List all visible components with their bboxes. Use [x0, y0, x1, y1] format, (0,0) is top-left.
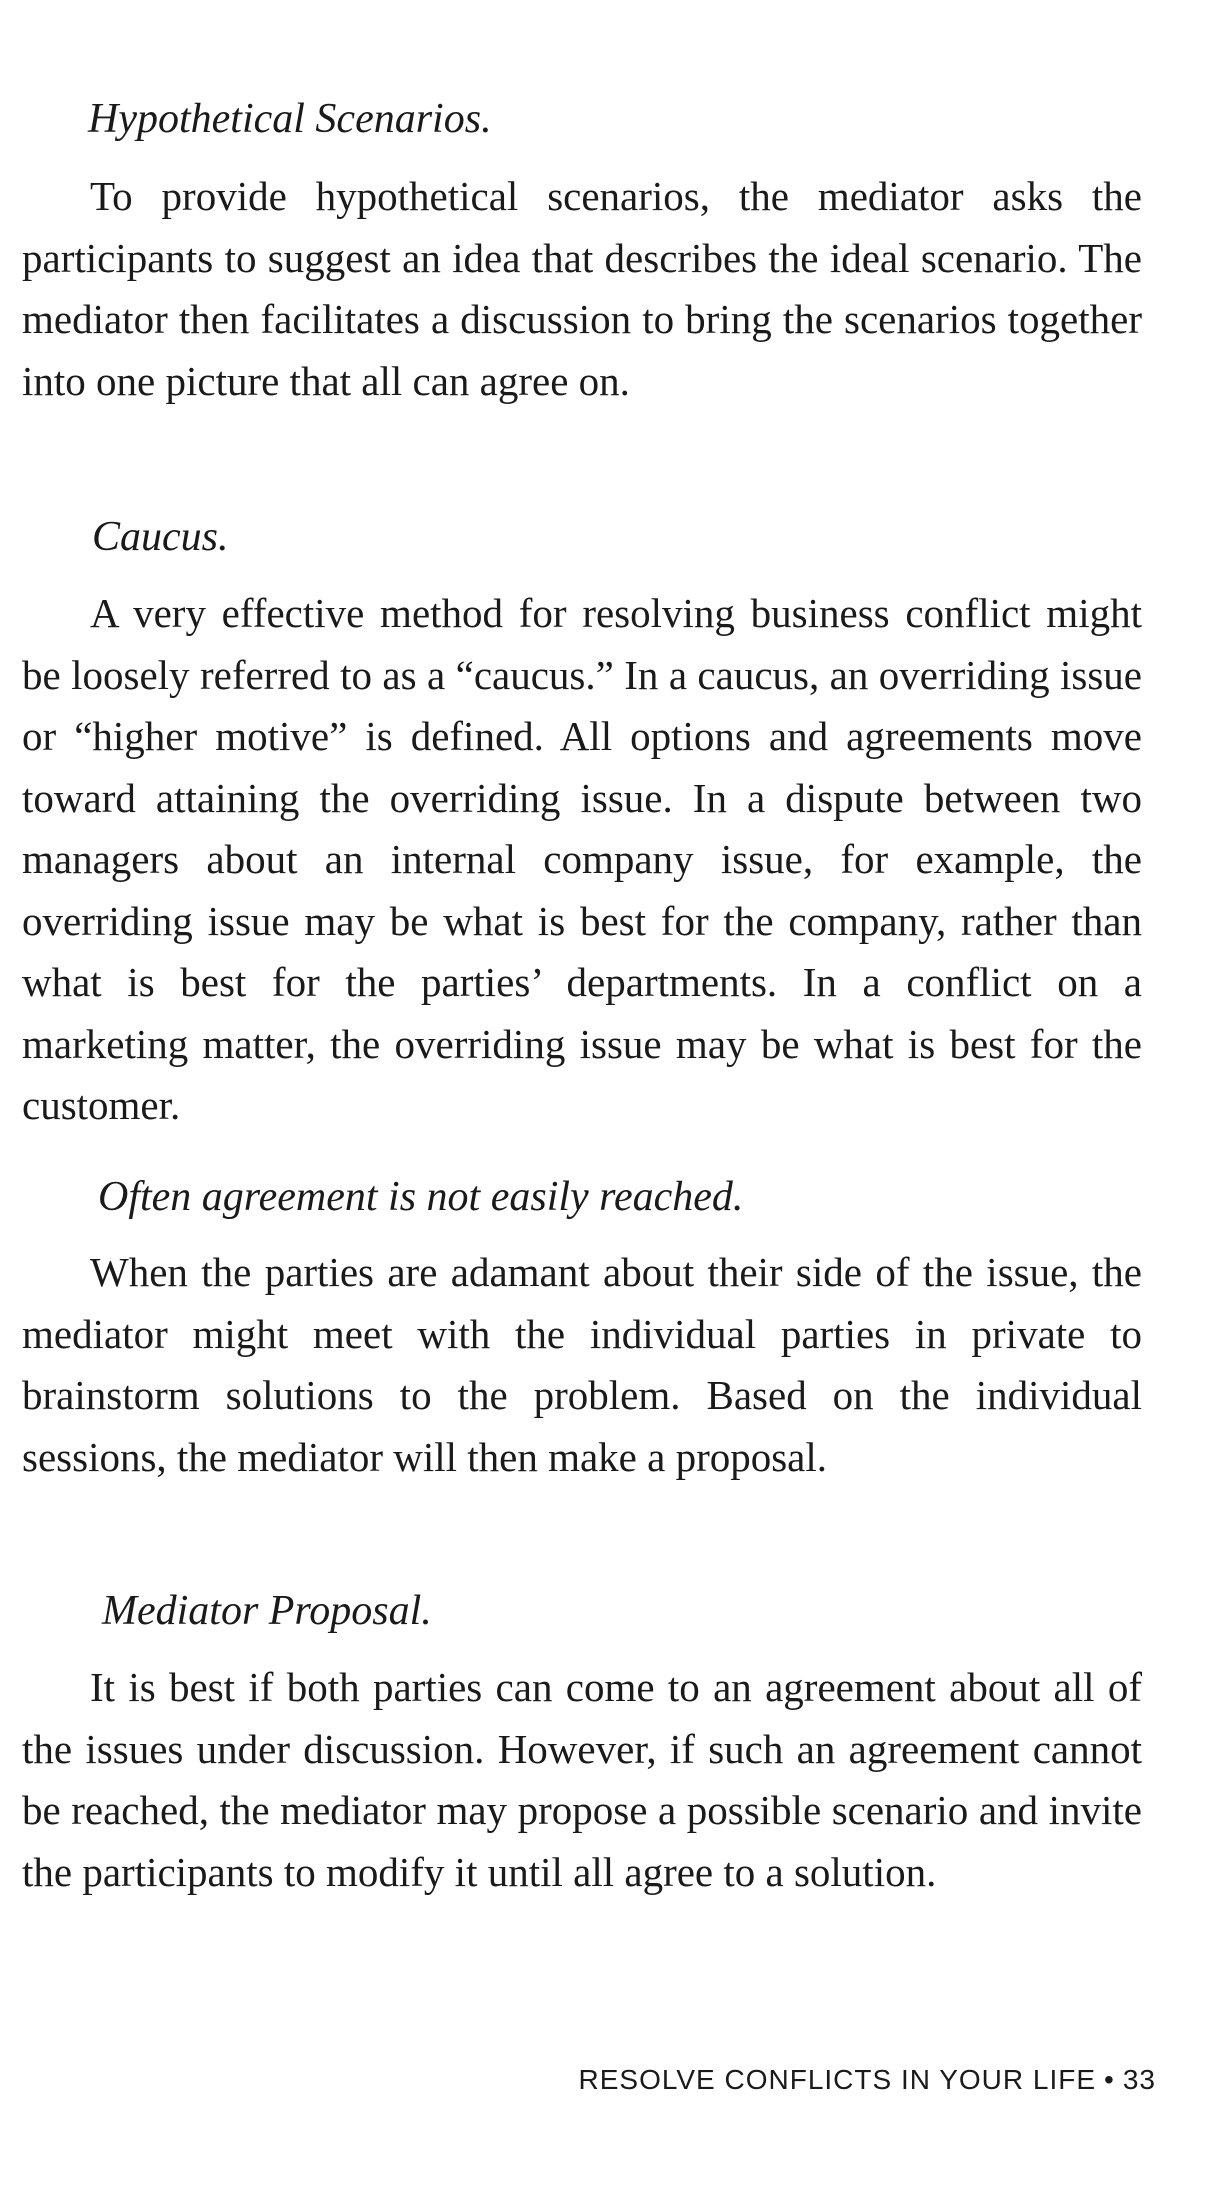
section-heading-hypothetical-scenarios: Hypothetical Scenarios.	[88, 96, 492, 142]
page-number: 33	[1122, 2064, 1156, 2095]
section-heading-often-agreement: Often agreement is not easily reached.	[98, 1174, 744, 1220]
section-heading-caucus: Caucus.	[92, 514, 229, 560]
paragraph-often-agreement: When the parties are adamant about their side of the issue, the mediator might meet with the individual parties in private to brainstorm solutions to the problem. Based on the individual sessions, the mediator will then make a proposal.	[22, 1249, 1142, 1480]
footer-separator: •	[1104, 2064, 1115, 2095]
page-footer	[579, 2064, 1156, 2096]
running-title: RESOLVE CONFLICTS IN YOUR LIFE	[578, 2064, 1097, 2095]
paragraph-hypothetical-scenarios: To provide hypothetical scenarios, the mediator asks the participants to suggest an idea that describes the ideal scenario. The mediator then facilitates a discussion to bring the scenarios together into one picture that all can agree on.	[22, 173, 1142, 404]
section-heading-mediator-proposal: Mediator Proposal.	[102, 1588, 432, 1634]
paragraph-caucus: A very effective method for resolving business conflict might be loosely referred to as a “caucus.” In a caucus, an overriding issue or “higher motive” is defined. All options and agreements move toward attaining the overriding issue. In a dispute between two managers about an internal company issue, for example, the overriding issue may be what is best for the company, rather than what is best for the parties’ departments. In a conflict on a marketing matter, the overriding issue may be what is best for the customer.	[22, 590, 1142, 1128]
paragraph-mediator-proposal: It is best if both parties can come to an agreement about all of the issues under discussion. However, if such an agreement cannot be reached, the mediator may propose a possible scenario and invite the participants to modify it until all agree to a solution.	[22, 1664, 1142, 1895]
